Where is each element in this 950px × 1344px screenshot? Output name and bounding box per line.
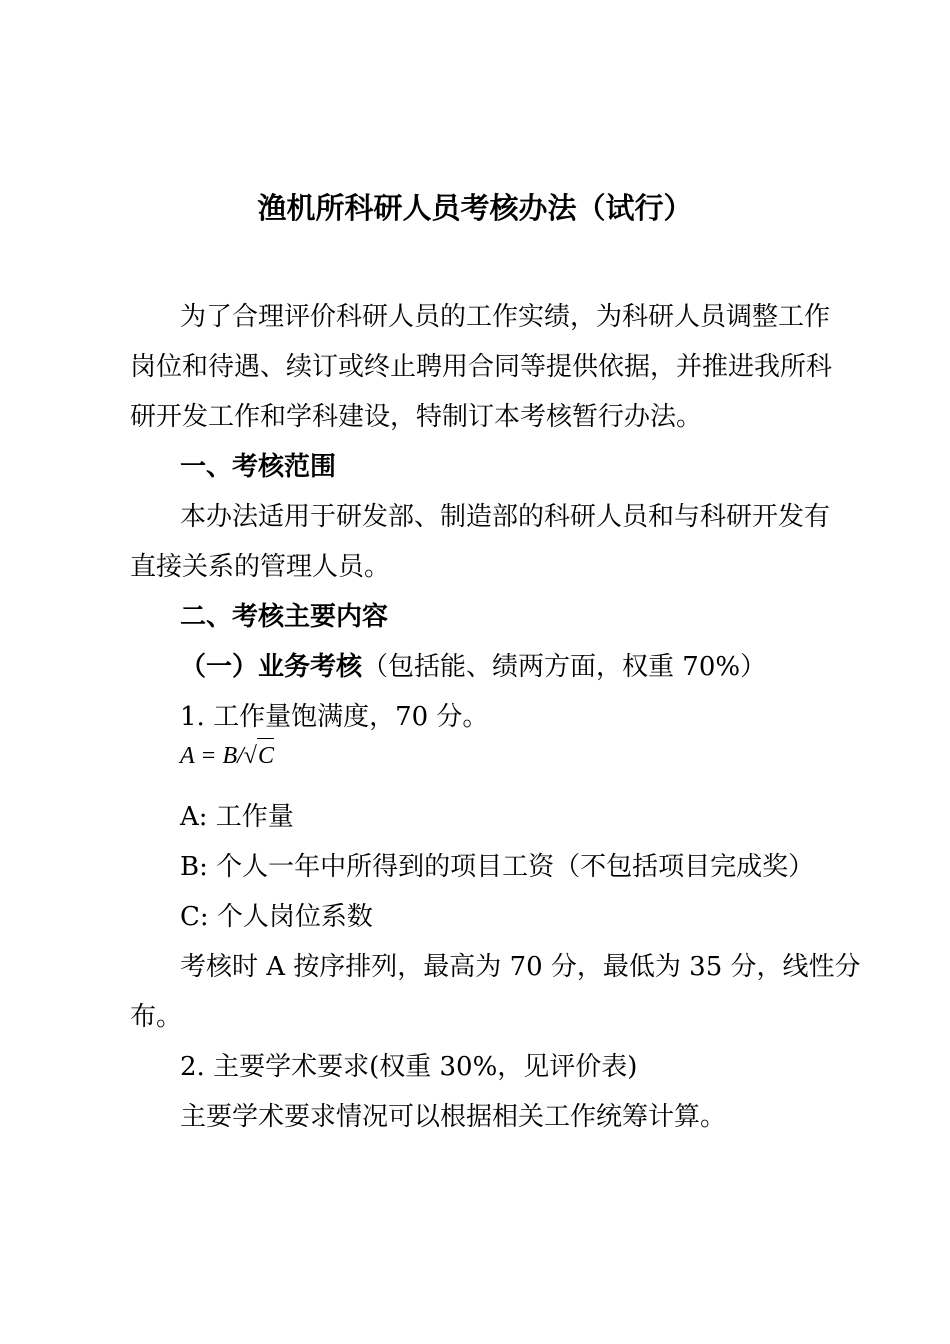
- document-title: 渔机所科研人员考核办法（试行）: [257, 191, 693, 225]
- academic-body: 主要学术要求情况可以根据相关工作统筹计算。: [180, 1102, 727, 1132]
- formula-radical: √: [243, 743, 257, 769]
- ranking-line-2: 布。: [130, 1002, 183, 1032]
- formula-a: A: [180, 743, 195, 769]
- definition-b: B: 个人一年中所得到的项目工资（不包括项目完成奖）: [180, 852, 815, 882]
- item-academic: 2. 主要学术要求(权重 30%，见评价表): [180, 1052, 638, 1082]
- subsection-heading-business: [180, 650, 766, 684]
- intro-line-3: 研开发工作和学科建设，特制订本考核暂行办法。: [130, 402, 703, 432]
- section-heading-content: 二、考核主要内容: [180, 602, 389, 632]
- scope-line-1: 本办法适用于研发部、制造部的科研人员和与科研开发有: [180, 502, 831, 532]
- intro-line-1: 为了合理评价科研人员的工作实绩，为科研人员调整工作: [180, 302, 831, 332]
- formula-slash: /: [237, 743, 244, 769]
- formula-b: B: [222, 743, 238, 769]
- subsection-title: （一）业务考核: [180, 652, 363, 682]
- intro-line-2: 岗位和待遇、续订或终止聘用合同等提供依据，并推进我所科: [130, 352, 833, 382]
- section-heading-scope: 一、考核范围: [180, 452, 337, 482]
- scope-line-2: 直接关系的管理人员。: [130, 552, 391, 582]
- subsection-note: （包括能、绩两方面，权重 70%）: [362, 652, 767, 682]
- definition-a: A: 工作量: [180, 802, 294, 832]
- definition-c: C: 个人岗位系数: [180, 902, 373, 932]
- ranking-line-1: 考核时 A 按序排列，最高为 70 分，最低为 35 分，线性分: [180, 952, 861, 982]
- formula-radicand: C: [257, 738, 274, 773]
- workload-formula: [180, 738, 274, 773]
- formula-equals: =: [194, 743, 223, 769]
- item-workload: 1. 工作量饱满度，70 分。: [180, 702, 489, 732]
